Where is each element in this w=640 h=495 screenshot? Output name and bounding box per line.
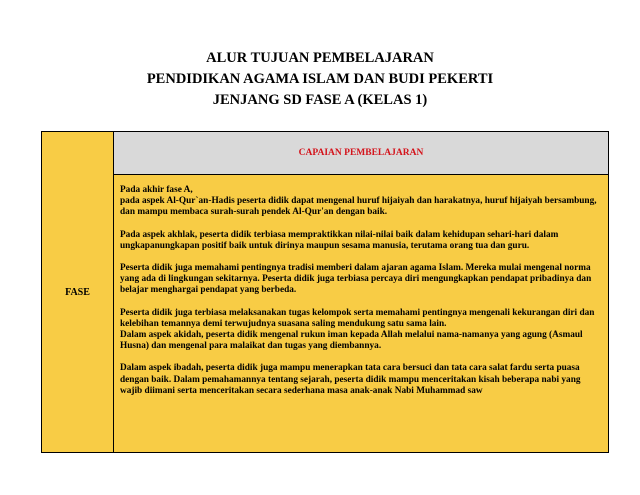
table-header: CAPAIAN PEMBELAJARAN bbox=[298, 148, 424, 158]
paragraph-5 bbox=[120, 363, 602, 397]
paragraph-4-line-1: Peserta didik juga terbiasa melaksanakan tugas kelompok serta memahami pentingnya mengenali kekurangan diri dan kelebihan temannya demi terwujudnya suasana saling mendukung satu sama lain. bbox=[120, 307, 595, 329]
table-header-cell bbox=[114, 132, 608, 175]
paragraph-1 bbox=[120, 185, 602, 219]
paragraph-4 bbox=[120, 308, 602, 353]
paragraph-4-line-2: Dalam aspek akidah, peserta didik mengenal rukun iman kepada Allah melalui nama-namanya yang agung (Asmaul Husna) dan mengenal para malaikat dan tugas yang diembannya. bbox=[120, 330, 583, 352]
paragraph-3 bbox=[120, 263, 602, 297]
fase-cell bbox=[42, 132, 114, 452]
paragraph-3-line-1: Peserta didik juga memahami pentingnya tradisi memberi dalam ajaran agama Islam. Mereka mulai mengenal norma yang ada di lingkungan sekitarnya. Peserta didik juga terbiasa percaya diri mengungkapkan pendapat pribadinya dan belajar menghargai pendapat yang berbeda. bbox=[120, 263, 592, 296]
paragraph-1-line-1: Pada akhir fase A, bbox=[120, 185, 193, 195]
paragraph-1-line-2: pada aspek Al-Qur`an-Hadis peserta didik dapat mengenal huruf hijaiyah dan harakatnya, huruf hijaiyah bersambung, dan mampu membaca surah-surah pendek Al-Qur'an dengan baik. bbox=[120, 196, 597, 218]
title-line-2: PENDIDIKAN AGAMA ISLAM DAN BUDI PEKERTI bbox=[146, 71, 494, 87]
fase-label: FASE bbox=[65, 286, 90, 298]
paragraph-2-line-1: Pada aspek akhlak, peserta didik terbiasa mempraktikkan nilai-nilai baik dalam kehidupan sehari-hari dalam ungkapanungkapan positif baik untuk dirinya maupun sesama manusia, terutama orang tua dan guru. bbox=[120, 229, 559, 251]
paragraph-5-line-1: Dalam aspek ibadah, peserta didik juga mampu menerapkan tata cara bersuci dan tata cara salat fardu serta puasa dengan baik. Dalam pemahamannya tentang sejarah, peserta didik mampu menceritakan kisah beberapa nabi yang wajib diimani serta menceritakan secara sederhana masa anak-anak Nabi Muhammad saw bbox=[120, 363, 581, 396]
paragraph-2 bbox=[120, 230, 602, 252]
content-cell bbox=[114, 175, 608, 452]
title-line-1: ALUR TUJUAN PEMBELAJARAN bbox=[206, 50, 434, 66]
capaian-table bbox=[41, 131, 609, 453]
title-line-3: JENJANG SD FASE A (KELAS 1) bbox=[212, 92, 428, 108]
document-title bbox=[0, 48, 640, 111]
